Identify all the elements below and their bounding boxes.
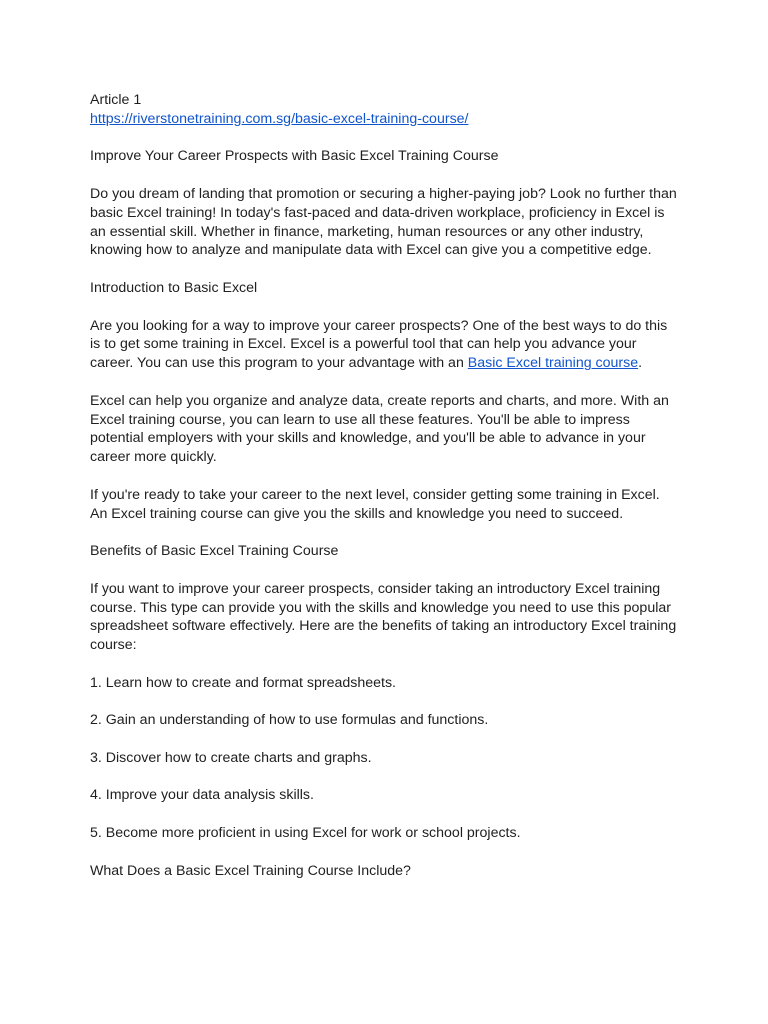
basic-excel-course-link[interactable]: Basic Excel training course bbox=[467, 355, 639, 372]
benefit-item-5: 5. Become more proficient in using Excel for work or school projects. bbox=[90, 825, 521, 842]
section-heading-benefits: Benefits of Basic Excel Training Course bbox=[90, 543, 339, 560]
introduction-paragraph-1 bbox=[90, 317, 680, 373]
intro-paragraph: Do you dream of landing that promotion or securing a higher-paying job? Look no further than basic Excel training! In today's fast-paced and data-driven workplace, proficiency in Excel is an essential skill. Whether in finance, marketing, human resources or any other industry, knowing how to analyze and manipulate data with Excel can give you a competitive edge. bbox=[90, 185, 677, 259]
introduction-paragraph-2: Excel can help you organize and analyze data, create reports and charts, and more. With an Excel training course, you can learn to use all these features. You'll be able to impress potential employers with your skills and knowledge, and you'll be able to advance in your career more quickly. bbox=[90, 392, 669, 466]
benefit-item-2: 2. Gain an understanding of how to use formulas and functions. bbox=[90, 712, 489, 729]
source-url-link[interactable]: https://riverstonetraining.com.sg/basic-excel-training-course/ bbox=[90, 110, 469, 127]
benefit-item-3: 3. Discover how to create charts and graphs. bbox=[90, 749, 372, 766]
introduction-paragraph-3: If you're ready to take your career to the next level, consider getting some training in Excel. An Excel training course can give you the skills and knowledge you need to succeed. bbox=[90, 486, 660, 522]
section-heading-introduction: Introduction to Basic Excel bbox=[90, 279, 258, 296]
benefits-paragraph: If you want to improve your career prospects, consider taking an introductory Excel training course. This type can provide you with the skills and knowledge you need to use this popular spreadsheet software effectively. Here are the benefits of taking an introductory Excel training course: bbox=[90, 580, 677, 654]
source-link-line bbox=[90, 110, 680, 129]
benefit-item-1: 1. Learn how to create and format spreadsheets. bbox=[90, 674, 397, 691]
section-heading-course-includes: What Does a Basic Excel Training Course Include? bbox=[90, 862, 411, 879]
article-label: Article 1 bbox=[90, 92, 142, 108]
article-title: Improve Your Career Prospects with Basic Excel Training Course bbox=[90, 148, 499, 165]
document-page bbox=[90, 91, 680, 880]
introduction-paragraph-1-text: Are you looking for a way to improve your career prospects? One of the best ways to do this is to get some training in Excel. Excel is a powerful tool that can help you advance your career. You can use this program to your advantage with an bbox=[90, 317, 668, 372]
introduction-paragraph-1-end: . bbox=[638, 355, 643, 372]
benefit-item-4: 4. Improve your data analysis skills. bbox=[90, 787, 314, 804]
